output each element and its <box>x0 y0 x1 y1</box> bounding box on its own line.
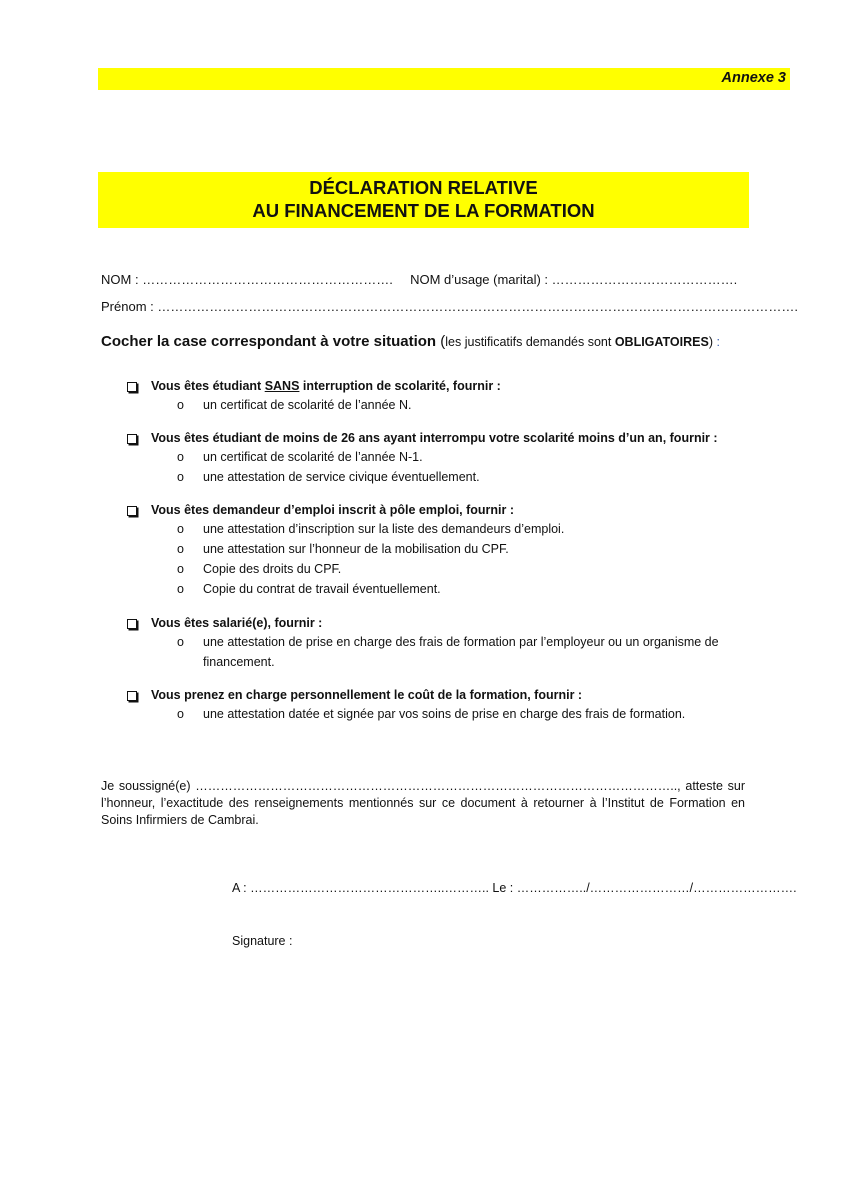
bullet-icon: o <box>177 450 184 464</box>
option-etudiant-sans-interruption <box>127 379 747 413</box>
checkbox-icon[interactable] <box>127 619 137 629</box>
list-item <box>177 397 747 413</box>
instruction-main: Cocher la case correspondant à votre situation <box>101 333 437 350</box>
nom-field-row <box>101 272 737 287</box>
instruction-paren-open: ( <box>436 333 446 350</box>
list-item <box>177 521 747 537</box>
list-item-text: Copie du contrat de travail éventuellement. <box>203 582 441 596</box>
option-etudiant-moins-26 <box>127 431 747 485</box>
option-prise-en-charge-personnelle <box>127 688 747 722</box>
instruction-paren-close: ) <box>708 335 713 349</box>
prenom-field-row <box>101 299 798 314</box>
list-item <box>177 469 747 485</box>
bullet-icon: o <box>177 398 184 412</box>
option-head <box>127 503 747 517</box>
list-item-text: une attestation d’inscription sur la liste des demandeurs d’emploi. <box>203 522 565 536</box>
list-item <box>177 581 747 597</box>
checkbox-icon[interactable] <box>127 506 137 516</box>
option-label: Vous prenez en charge personnellement le coût de la formation, fournir : <box>151 688 583 702</box>
option-head <box>127 379 747 393</box>
place-date-field[interactable]: A : ………………………………………..……….. Le : ……………../……………………/……………………. <box>232 881 797 895</box>
instruction-colon: : <box>712 335 720 349</box>
option-label-underline: SANS <box>264 379 300 393</box>
checkbox-icon[interactable] <box>127 434 137 444</box>
list-item <box>177 706 747 722</box>
checkbox-icon[interactable] <box>127 691 137 701</box>
option-label: Vous êtes demandeur d’emploi inscrit à pôle emploi, fournir : <box>151 503 515 517</box>
bullet-icon: o <box>177 522 184 536</box>
option-label-post: interruption de scolarité, fournir : <box>299 379 501 393</box>
option-head <box>127 688 747 702</box>
bullet-icon: o <box>177 707 184 721</box>
instruction-small: les justificatifs demandés sont <box>445 335 615 349</box>
list-item-text: une attestation de prise en charge des frais de formation par l’employeur ou un organisme de financement. <box>203 635 719 669</box>
checkbox-icon[interactable] <box>127 382 137 392</box>
signature-label: Signature : <box>232 934 293 948</box>
nom-usage-label: NOM d’usage (marital) : <box>410 272 549 287</box>
instruction-mandatory: OBLIGATOIRES <box>614 335 709 349</box>
list-item <box>177 634 747 672</box>
list-item <box>177 541 747 557</box>
instruction-line <box>101 333 720 350</box>
option-head <box>127 616 747 630</box>
list-item-text: Copie des droits du CPF. <box>203 562 342 576</box>
option-demandeur-emploi <box>127 503 747 597</box>
bullet-icon: o <box>177 542 184 556</box>
document-title <box>98 172 749 228</box>
bullet-icon: o <box>177 562 184 576</box>
nom-label: NOM : <box>101 272 139 287</box>
annex-label: Annexe 3 <box>721 70 786 86</box>
list-item-text: un certificat de scolarité de l’année N-1. <box>203 450 423 464</box>
declaration-paragraph: Je soussigné(e) …………………………………………………………………………………………………….., atteste sur l’honneur, l’exactitude des renseignements mentionnés sur ce document à retourner à l’Institut de Formation en Soins Infirmiers de Cambrai. <box>101 779 745 827</box>
list-item-text: un certificat de scolarité de l’année N. <box>203 398 412 412</box>
bullet-icon: o <box>177 470 184 484</box>
option-label: Vous êtes salarié(e), fournir : <box>151 616 323 630</box>
annex-banner <box>98 68 790 90</box>
nom-field[interactable]: …………………………………………………. <box>142 272 393 287</box>
list-item-text: une attestation datée et signée par vos soins de prise en charge des frais de formation. <box>203 707 686 721</box>
option-salarie <box>127 616 747 672</box>
prenom-label: Prénom : <box>101 299 154 314</box>
list-item-text: une attestation de service civique éventuellement. <box>203 470 480 484</box>
bullet-icon: o <box>177 635 184 649</box>
title-line-1: DÉCLARATION RELATIVE <box>309 177 538 198</box>
option-label <box>151 379 501 393</box>
option-label: Vous êtes étudiant de moins de 26 ans ayant interrompu votre scolarité moins d’un an, fournir : <box>151 431 718 445</box>
prenom-field[interactable]: …………………………………………………………………………………………………………………………………. <box>157 299 798 314</box>
list-item-text: une attestation sur l’honneur de la mobilisation du CPF. <box>203 542 509 556</box>
list-item <box>177 449 747 465</box>
title-line-2: AU FINANCEMENT DE LA FORMATION <box>252 200 595 221</box>
nom-usage-field[interactable]: ……………………………………. <box>551 272 738 287</box>
bullet-icon: o <box>177 582 184 596</box>
option-label-pre: Vous êtes étudiant <box>151 379 265 393</box>
list-item <box>177 561 747 577</box>
option-head <box>127 431 747 445</box>
